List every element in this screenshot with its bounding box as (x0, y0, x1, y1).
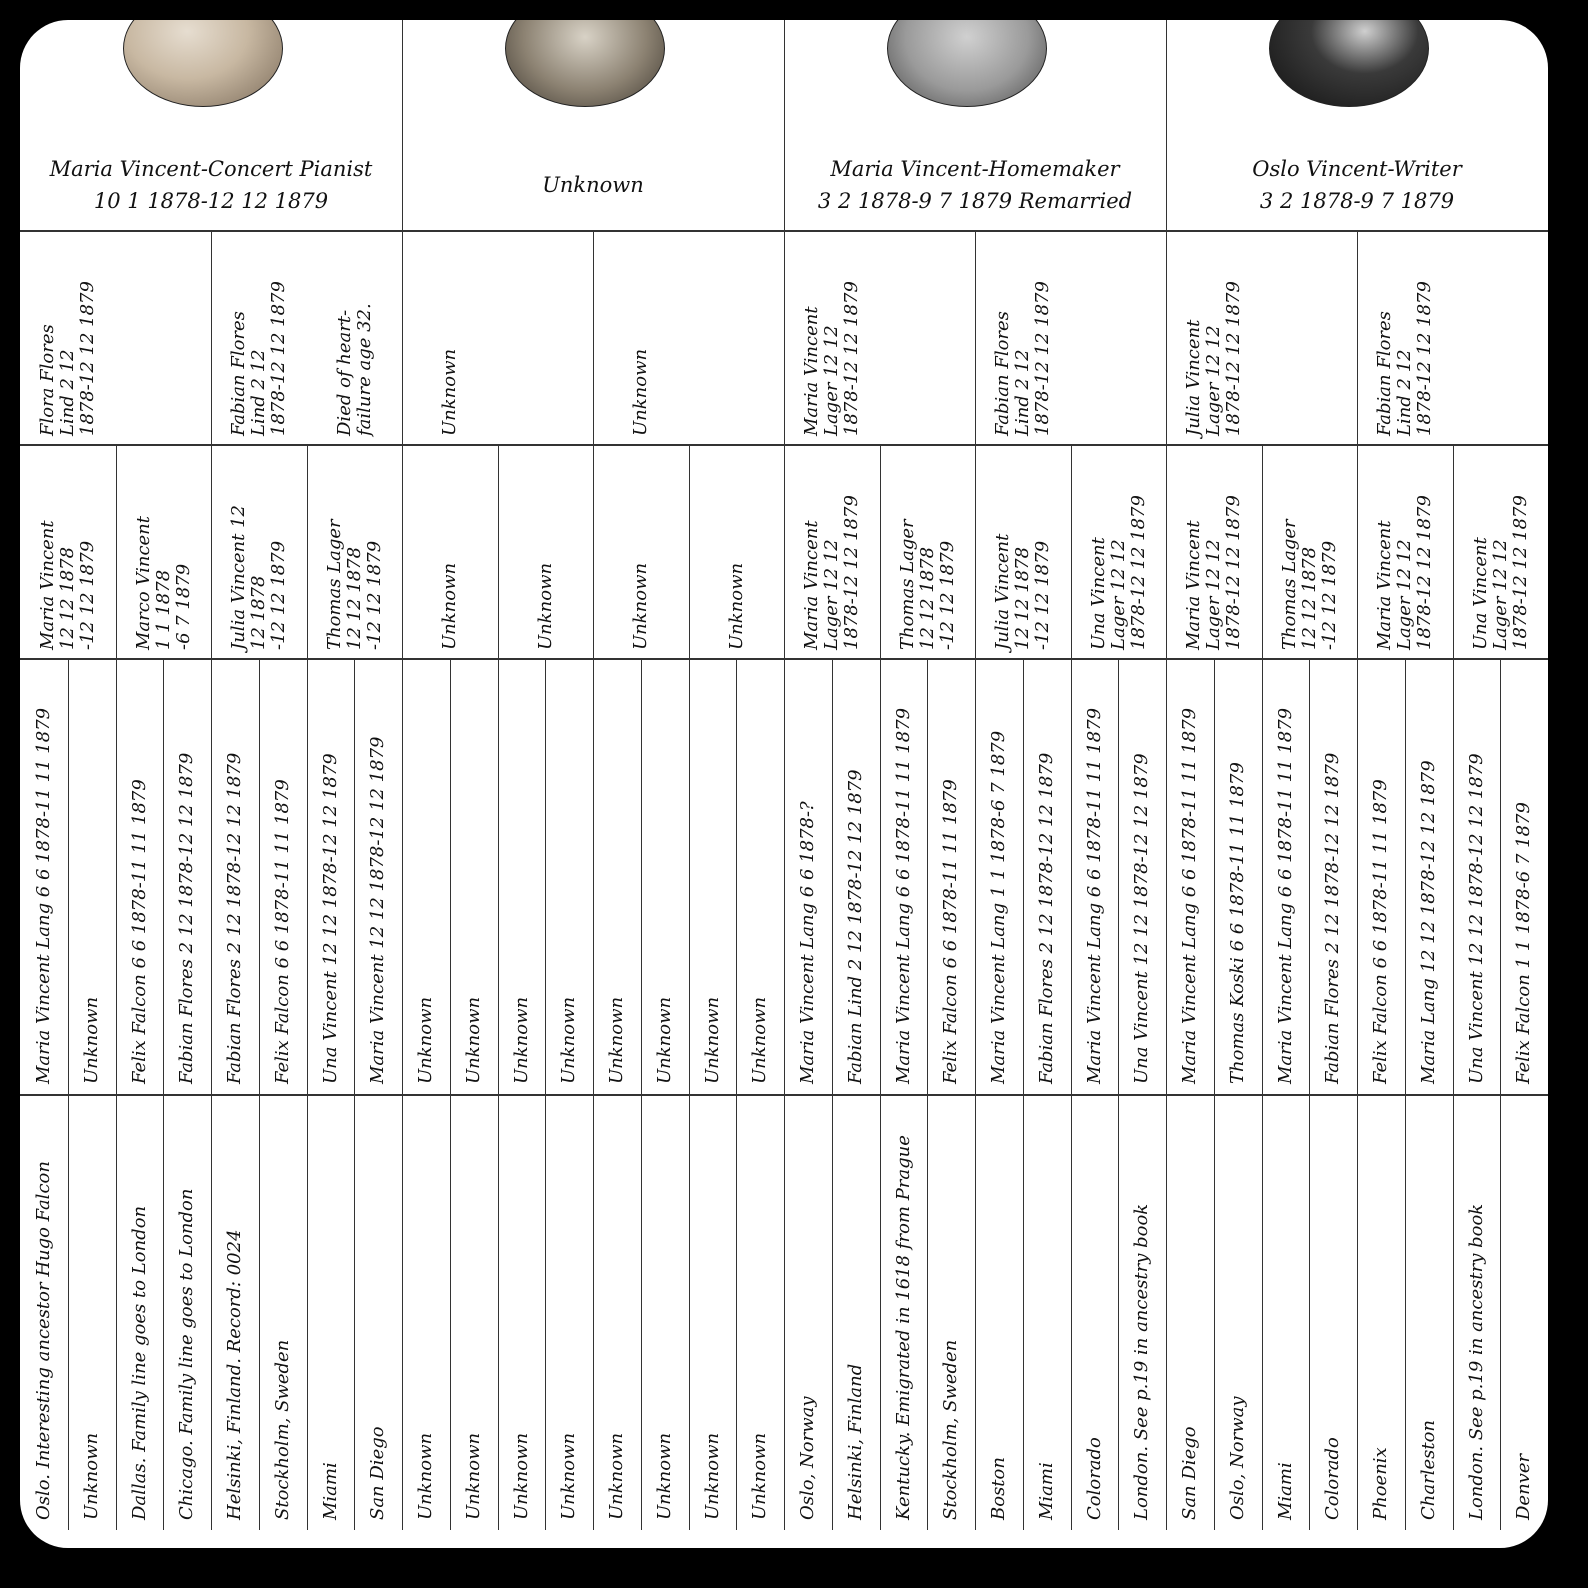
family-dates: 3 2 1878-9 7 1879 Remarried (817, 189, 1133, 213)
ancestor-name-dates: Maria Vincent Lang 6 6 1878-11 11 1879 (1179, 707, 1200, 1084)
ancestor-cell (118, 452, 210, 650)
ancestor-cell (882, 452, 974, 650)
grid-line (593, 230, 594, 444)
cell-text-line: -12 12 1879 (1031, 540, 1053, 650)
cell-text-line: Lind 2 12 (1393, 349, 1415, 436)
cell-text-line: 1878-12 12 1879 (840, 495, 862, 650)
ancestor-name-dates: Unknown (462, 996, 484, 1084)
grid-line (1357, 444, 1358, 658)
cell-text-line: Lind 2 12 (247, 349, 269, 436)
portrait-2 (505, 20, 665, 107)
ancestor-place: Boston (988, 1457, 1009, 1520)
ancestor-place: Miami (1274, 1462, 1296, 1520)
ancestor-place: Charleston (1417, 1419, 1439, 1520)
ancestor-place: Stockholm, Sweden (271, 1339, 293, 1520)
cell-text-line: -12 12 1879 (76, 540, 98, 650)
cell-text-line: 1878-12 12 1879 (840, 281, 862, 436)
cell-text-line: Lager 12 12 (820, 539, 842, 650)
ancestor-place: Stockholm, Sweden (940, 1339, 962, 1520)
cell-text-line: 12 12 1878 (343, 546, 365, 650)
grid-line (211, 230, 212, 444)
ancestor-place: Unknown (606, 1432, 627, 1520)
ancestor-cell (691, 452, 783, 650)
ancestor-cell (213, 452, 305, 650)
ancestor-place: San Diego (367, 1426, 389, 1520)
ancestor-cell (404, 238, 496, 436)
ancestor-name-dates: Felix Falcon 6 6 1878-11 11 1879 (128, 779, 150, 1084)
ancestor-cell (786, 452, 878, 650)
cell-text-line: Fabian Flores (1373, 311, 1395, 436)
ancestor-place: Unknown (80, 1432, 102, 1520)
cell-text-line: 1878-12 12 1879 (1222, 495, 1244, 650)
portrait-3 (887, 20, 1047, 107)
ancestor-place: Oslo. Interesting ancestor Hugo Falcon (33, 1161, 54, 1520)
ancestor-place: San Diego (1179, 1426, 1200, 1520)
cell-text-line: -12 12 1879 (267, 540, 289, 650)
grid-line (1166, 444, 1167, 658)
ancestor-place: London. See p.19 in ancestry book (1465, 1203, 1487, 1520)
grid-line (1166, 230, 1167, 444)
cell-text-line: Lager 12 12 (1489, 539, 1511, 650)
ancestor-name-dates: Maria Vincent Lang 6 6 1878-? (797, 801, 818, 1084)
ancestor-name-dates: Thomas Koski 6 6 1878-11 11 1879 (1226, 762, 1248, 1084)
ancestor-place: Oslo, Norway (1226, 1396, 1248, 1520)
ancestor-place: Miami (319, 1462, 341, 1520)
grid-line (1453, 658, 1454, 1530)
ancestor-name-dates: Fabian Flores 2 12 1878-12 12 1879 (176, 752, 198, 1084)
ancestor-cell (404, 452, 496, 650)
ancestor-name-dates: Felix Falcon 1 1 1878-6 7 1879 (1513, 802, 1535, 1084)
cell-text-line: 1878-12 12 1879 (76, 281, 98, 436)
ancestor-name-dates: Maria Vincent Lang 1 1 1878-6 7 1879 (988, 730, 1009, 1084)
cell-text-line: -12 12 1879 (936, 540, 958, 650)
ancestor-place: Colorado (1322, 1437, 1344, 1520)
grid-line (593, 658, 594, 1530)
cell-text-line: Unknown (438, 348, 460, 436)
cell-text-line: Una Vincent (1469, 537, 1491, 650)
cell-text-line: Julia Vincent (991, 533, 1013, 650)
ancestor-cell (1359, 238, 1451, 436)
grid-line (975, 230, 976, 444)
cell-text-line: 1878-12 12 1879 (267, 281, 289, 436)
ancestor-place: Helsinki, Finland. Record: 0024 (224, 1229, 245, 1520)
cell-text-line: Julia Vincent 12 (227, 505, 249, 650)
ancestor-cell (213, 238, 305, 436)
grid-line (1214, 658, 1215, 1530)
grid-line (498, 444, 499, 658)
grid-line (68, 658, 69, 1530)
cell-text-line: 1878-12 12 1879 (1509, 495, 1531, 650)
cell-text-line: -6 7 1879 (172, 563, 194, 650)
ancestor-cell (595, 452, 687, 650)
family-name: Maria Vincent-Concert Pianist (49, 157, 373, 181)
ancestor-cell (1455, 452, 1547, 650)
grid-line (1071, 658, 1072, 1530)
ancestor-name-dates: Maria Vincent 12 12 1878-12 12 1879 (367, 736, 389, 1084)
cell-text-line: 1878-12 12 1879 (1222, 281, 1244, 436)
cell-text-line: Unknown (725, 562, 747, 650)
family-name: Unknown (542, 173, 644, 197)
grid-line (307, 658, 308, 1530)
ancestor-name-dates: Unknown (701, 996, 723, 1084)
ancestor-name-dates: Una Vincent 12 12 1878-12 12 1879 (1465, 753, 1487, 1084)
ancestor-cell (595, 238, 687, 436)
grid-line (1357, 230, 1358, 444)
grid-line (1262, 658, 1263, 1530)
cell-text-line: Lind 2 12 (56, 349, 78, 436)
ancestor-place: Helsinki, Finland (844, 1363, 866, 1520)
cell-text-line: Unknown (629, 562, 651, 650)
grid-line (1500, 658, 1501, 1530)
family-header (402, 130, 784, 240)
cell-text-line: Thomas Lager (896, 519, 918, 650)
cell-text-line: Lager 12 12 (1202, 539, 1224, 650)
cell-text-line: Lind 2 12 (1011, 349, 1033, 436)
ancestor-name-dates: Felix Falcon 6 6 1878-11 11 1879 (271, 779, 293, 1084)
ancestor-name-dates: Unknown (749, 996, 771, 1084)
grid-line (689, 444, 690, 658)
ancestor-cell (977, 452, 1069, 650)
cell-text-line: Lager 12 12 (820, 325, 842, 436)
ancestor-name-dates: Felix Falcon 6 6 1878-11 11 1879 (1370, 779, 1391, 1084)
cell-text-line: Lager 12 12 (1107, 539, 1129, 650)
grid-line (832, 658, 833, 1530)
ancestor-cell (22, 238, 114, 436)
grid-line (1118, 658, 1119, 1530)
ancestor-name-dates: Maria Vincent Lang 6 6 1878-11 11 1879 (892, 707, 914, 1084)
ancestor-place: Denver (1513, 1453, 1535, 1520)
ancestor-place: Miami (1035, 1462, 1057, 1520)
grid-line (163, 658, 164, 1530)
ancestor-name-dates: Unknown (653, 996, 675, 1084)
cell-text-line: Maria Vincent (36, 520, 58, 650)
grid-line (641, 658, 642, 1530)
ancestor-place: Oslo, Norway (797, 1396, 818, 1520)
family-name: Maria Vincent-Homemaker (830, 157, 1120, 181)
ancestor-name-dates: Unknown (606, 996, 627, 1084)
ancestor-cell (1168, 238, 1260, 436)
cell-text-line: 1878-12 12 1879 (1127, 495, 1149, 650)
grid-line (736, 658, 737, 1530)
cell-text-line: Maria Vincent (800, 520, 822, 650)
grid-line (784, 658, 785, 1530)
cell-text-line: 12 1878 (247, 575, 269, 650)
ancestor-cell (1073, 452, 1165, 650)
grid-line (450, 658, 451, 1530)
family-name: Oslo Vincent-Writer (1252, 157, 1462, 181)
grid-line (259, 658, 260, 1530)
ancestor-name-dates: Unknown (415, 996, 436, 1084)
cell-text-line: Flora Flores (36, 324, 58, 436)
ancestor-cell (1168, 452, 1260, 650)
cell-text-line: Thomas Lager (1278, 519, 1300, 650)
grid-line (116, 444, 117, 658)
cell-text-line: 1 1 1878 (152, 569, 174, 650)
ancestor-cell (1359, 452, 1451, 650)
grid-line (1071, 444, 1072, 658)
grid-line (1309, 658, 1310, 1530)
cell-text-line: Lager 12 12 (1202, 325, 1224, 436)
cell-text-line: Died of heart- (333, 309, 355, 436)
family-header (784, 130, 1166, 240)
ancestor-name-dates: Unknown (80, 996, 102, 1084)
cell-text-line: Maria Vincent (800, 306, 822, 436)
family-header (1166, 130, 1548, 240)
ancestor-name-dates: Unknown (510, 996, 532, 1084)
grid-line (927, 658, 928, 1530)
grid-line (307, 444, 308, 658)
grid-line (975, 444, 976, 658)
ancestor-name-dates: Fabian Lind 2 12 1878-12 12 1879 (844, 769, 866, 1084)
ancestor-name-dates: Fabian Flores 2 12 1878-12 12 1879 (1035, 752, 1057, 1084)
portrait-1 (123, 20, 283, 107)
cell-text-line: Maria Vincent (1373, 520, 1395, 650)
ancestor-cell (22, 452, 114, 650)
ancestor-cell (500, 452, 592, 650)
ancestor-place: Dallas. Family line goes to London (128, 1205, 150, 1520)
family-header (20, 130, 402, 240)
grid-line (402, 230, 403, 444)
cell-text-line: 1878-12 12 1879 (1031, 281, 1053, 436)
ancestor-place: Unknown (462, 1432, 484, 1520)
cell-text-line: -12 12 1879 (363, 540, 385, 650)
grid-line (1405, 658, 1406, 1530)
ancestor-place: Unknown (653, 1432, 675, 1520)
grid-line (402, 658, 403, 1530)
family-dates: 10 1 1878-12 12 1879 (93, 189, 329, 213)
ancestor-name-dates: Maria Vincent Lang 6 6 1878-11 11 1879 (1274, 707, 1296, 1084)
grid-line (880, 444, 881, 658)
ancestor-name-dates: Maria Lang 12 12 1878-12 12 1879 (1417, 760, 1439, 1084)
ancestor-name-dates: Maria Vincent Lang 6 6 1878-11 11 1879 (33, 707, 54, 1084)
ancestor-cell (1264, 452, 1356, 650)
grid-line (1023, 658, 1024, 1530)
ancestor-cell (309, 452, 401, 650)
ancestor-name-dates: Una Vincent 12 12 1878-12 12 1879 (319, 753, 341, 1084)
portrait-4 (1269, 20, 1429, 107)
grid-line (545, 658, 546, 1530)
grid-line (116, 658, 117, 1530)
cell-text-line: Thomas Lager (323, 519, 345, 650)
ancestor-note (309, 238, 401, 436)
cell-text-line: 1878-12 12 1879 (1413, 495, 1435, 650)
ancestor-place: Unknown (558, 1432, 580, 1520)
grid-line (1166, 658, 1167, 1530)
cell-text-line: Unknown (629, 348, 651, 436)
grid-line (354, 658, 355, 1530)
grid-line (689, 658, 690, 1530)
cell-text-line: 12 12 1878 (916, 546, 938, 650)
grid-line (211, 658, 212, 1530)
cell-text-line: 1878-12 12 1879 (1413, 281, 1435, 436)
grid-line (498, 658, 499, 1530)
ancestor-cell (786, 238, 878, 436)
grid-line (975, 658, 976, 1530)
ancestor-place: Unknown (749, 1432, 771, 1520)
grid-line (880, 658, 881, 1530)
cell-text-line: Unknown (534, 562, 556, 650)
cell-text-line: Maria Vincent (1182, 520, 1204, 650)
ancestor-place: Phoenix (1370, 1447, 1391, 1520)
cell-text-line: 12 12 1878 (56, 546, 78, 650)
cell-text-line: failure age 32. (353, 303, 375, 436)
grid-line (784, 230, 785, 444)
family-dates: 3 2 1878-9 7 1879 (1259, 189, 1455, 213)
cell-text-line: Fabian Flores (227, 311, 249, 436)
grid-line (784, 444, 785, 658)
grid-line (1357, 658, 1358, 1530)
ancestor-place: Kentucky. Emigrated in 1618 from Prague (892, 1135, 914, 1520)
ancestor-place: Unknown (415, 1432, 436, 1520)
grid-line (593, 444, 594, 658)
grid-line (1262, 444, 1263, 658)
ancestor-place: Unknown (510, 1432, 532, 1520)
grid-line (402, 444, 403, 658)
ancestor-place: Colorado (1083, 1437, 1105, 1520)
ancestor-name-dates: Una Vincent 12 12 1878-12 12 1879 (1131, 753, 1153, 1084)
grid-line (1453, 444, 1454, 658)
family-tree-chart (20, 20, 1548, 1548)
cell-text-line: Fabian Flores (991, 311, 1013, 436)
ancestor-name-dates: Fabian Flores 2 12 1878-12 12 1879 (224, 752, 245, 1084)
ancestor-name-dates: Felix Falcon 6 6 1878-11 11 1879 (940, 779, 962, 1084)
ancestor-cell (977, 238, 1069, 436)
ancestor-name-dates: Maria Vincent Lang 6 6 1878-11 11 1879 (1083, 707, 1105, 1084)
grid-line (211, 444, 212, 658)
cell-text-line: Una Vincent (1087, 537, 1109, 650)
ancestor-name-dates: Fabian Flores 2 12 1878-12 12 1879 (1322, 752, 1344, 1084)
ancestor-place: London. See p.19 in ancestry book (1131, 1203, 1153, 1520)
cell-text-line: -12 12 1879 (1318, 540, 1340, 650)
cell-text-line: Unknown (438, 562, 460, 650)
ancestor-place: Unknown (701, 1432, 723, 1520)
cell-text-line: Lager 12 12 (1393, 539, 1415, 650)
cell-text-line: 12 12 1878 (1011, 546, 1033, 650)
ancestor-name-dates: Unknown (558, 996, 580, 1084)
ancestor-place: Chicago. Family line goes to London (176, 1188, 198, 1520)
cell-text-line: Marco Vincent (132, 516, 154, 650)
cell-text-line: 12 12 1878 (1298, 546, 1320, 650)
cell-text-line: Julia Vincent (1182, 319, 1204, 436)
